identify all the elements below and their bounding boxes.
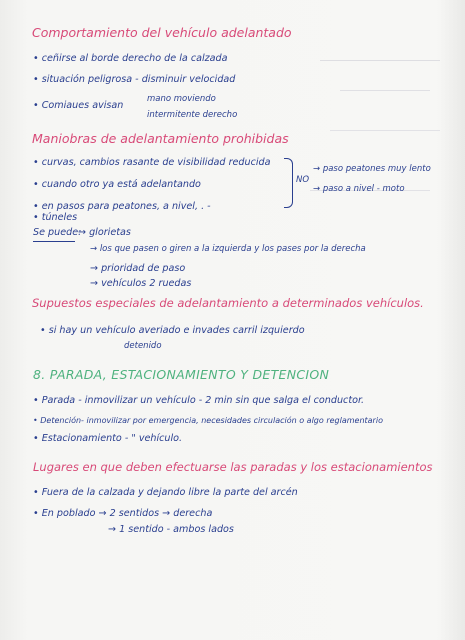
se-puede-prioridad: → prioridad de paso bbox=[90, 263, 186, 274]
bullet-situacion-peligrosa: • situación peligrosa - disminuir velocidad bbox=[33, 74, 236, 85]
bullet-vehiculo-averiado: • si hay un vehículo averiado e invades carril izquierdo bbox=[40, 325, 305, 336]
bullet-cenirse: • ceñirse al borde derecho de la calzada bbox=[33, 53, 228, 64]
bullet-avisan: • Comiaues avisan bbox=[33, 100, 124, 111]
bullet-parada: • Parada - inmovilizar un vehículo - 2 min sin que salga el conductor. bbox=[33, 395, 365, 406]
no-paso-nivel: → paso a nivel - moto bbox=[313, 184, 405, 194]
heading-maniobras-prohibidas: Maniobras de adelantamiento prohibidas bbox=[32, 131, 289, 146]
avisan-mano: mano moviendo bbox=[147, 94, 216, 104]
no-label: NO bbox=[296, 175, 310, 185]
bullet-curvas: • curvas, cambios rasante de visibilidad reducida bbox=[33, 157, 271, 168]
se-puede-dos-ruedas: → vehículos 2 ruedas bbox=[90, 278, 192, 289]
se-puede-izquierda: → los que pasen o giren a la izquierda y los pases por la derecha bbox=[90, 244, 366, 254]
curly-brace bbox=[284, 158, 293, 208]
poblado-un-sentido: → 1 sentido - ambos lados bbox=[108, 524, 234, 535]
heading-supuestos-especiales: Supuestos especiales de adelantamiento a determinados vehículos. bbox=[32, 296, 424, 310]
bullet-detencion: • Detención- inmovilizar por emergencia, necesidades circulación o algo reglamentario bbox=[33, 416, 383, 425]
se-puede-glorietas: → glorietas bbox=[78, 227, 131, 238]
se-puede-label: Se puede: bbox=[33, 227, 82, 238]
heading-vehiculo-adelantado: Comportamiento del vehículo adelantado bbox=[32, 25, 292, 40]
averiado-detenido: detenido bbox=[124, 341, 162, 351]
bullet-tuneles: • túneles bbox=[33, 212, 78, 223]
bullet-en-poblado: • En poblado → 2 sentidos → derecha bbox=[33, 508, 213, 519]
avisan-intermitente: intermitente derecho bbox=[147, 110, 238, 120]
bullet-estacionamiento: • Estacionamiento - " vehículo. bbox=[33, 433, 183, 444]
bleed-through-marks bbox=[300, 60, 450, 260]
heading-lugares: Lugares en que deben efectuarse las paradas y los estacionamientos bbox=[33, 460, 433, 474]
heading-parada-estacionamiento: 8. PARADA, ESTACIONAMIENTO Y DETENCION bbox=[33, 367, 330, 382]
bullet-pasos-peatones: • en pasos para peatones, a nivel, . - bbox=[33, 201, 211, 212]
bullet-fuera-calzada: • Fuera de la calzada y dejando libre la parte del arcén bbox=[33, 487, 298, 498]
bullet-otro-adelantando: • cuando otro ya está adelantando bbox=[33, 179, 201, 190]
no-paso-peatones: → paso peatones muy lento bbox=[313, 164, 431, 174]
se-puede-underline bbox=[33, 241, 75, 242]
